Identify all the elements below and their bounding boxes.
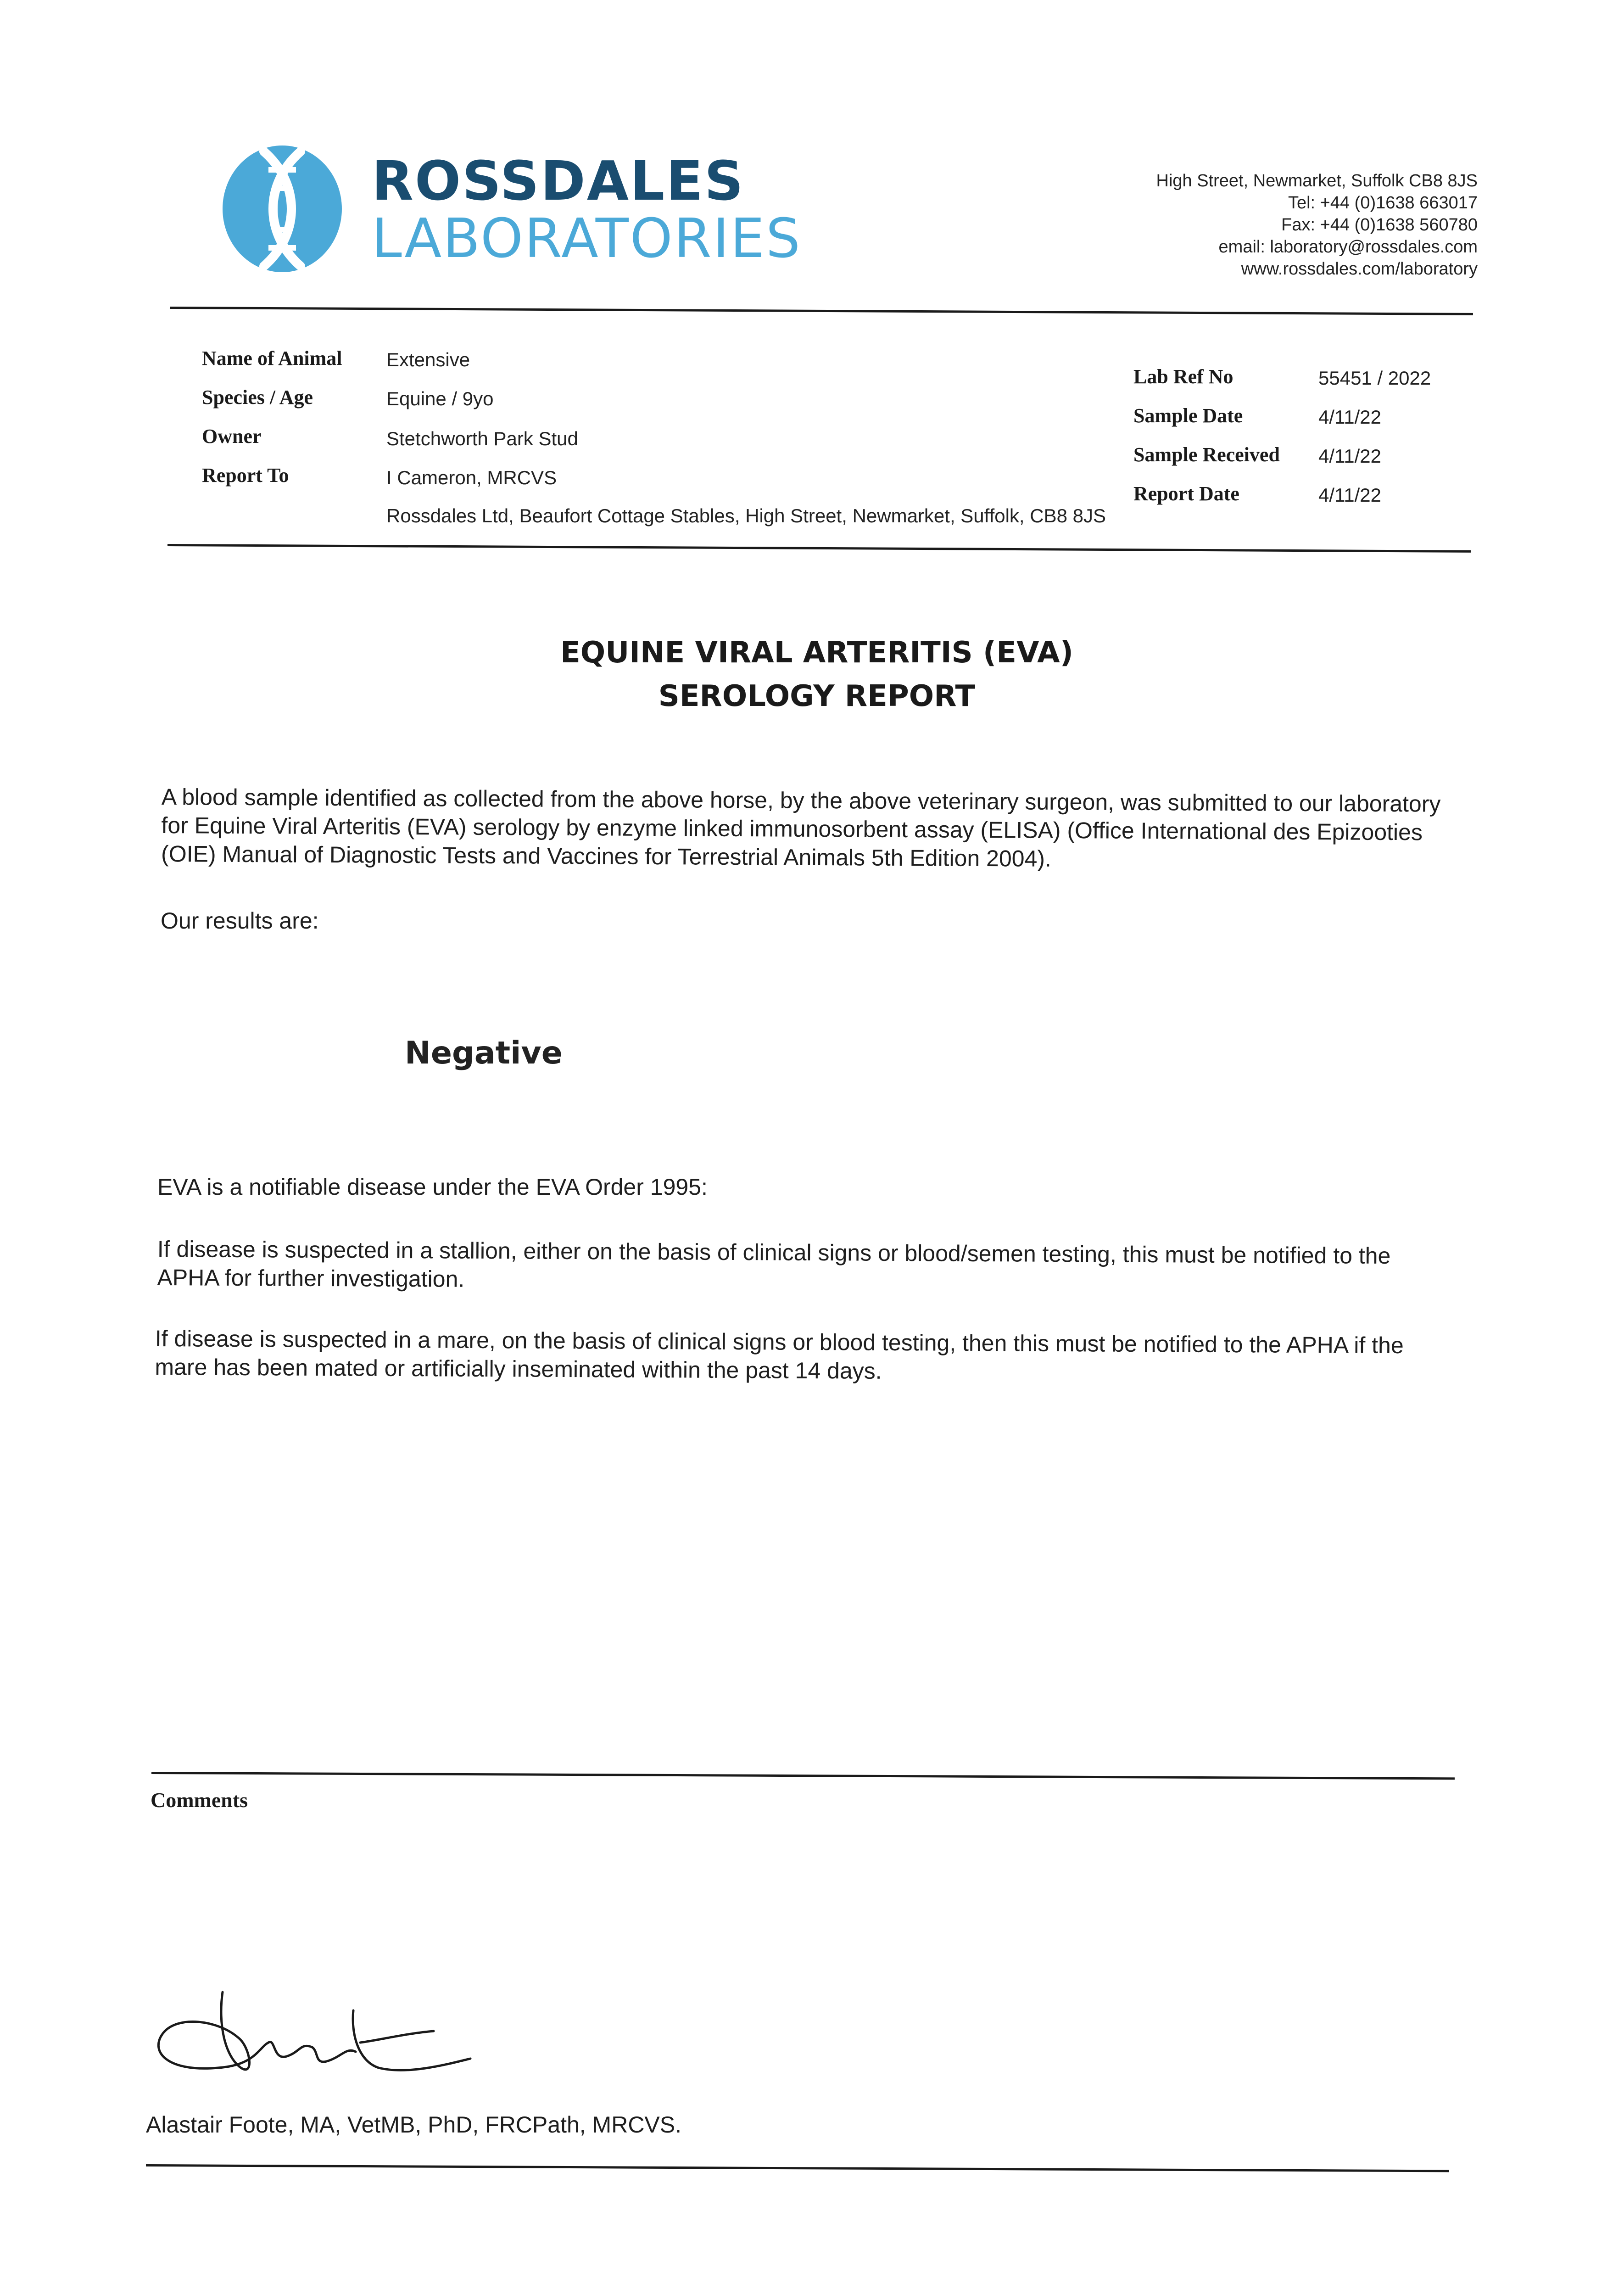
value-species-age: Equine / 9yo — [386, 388, 494, 409]
value-lab-ref-no: 55451 / 2022 — [1318, 367, 1431, 389]
label-lab-ref-no: Lab Ref No — [1133, 365, 1233, 388]
address-line: www.rossdales.com/laboratory — [1241, 259, 1478, 279]
dna-helix-icon — [220, 142, 344, 275]
notifiable-statement: EVA is a notifiable disease under the EVA Order 1995: — [157, 1174, 708, 1200]
logo-text-laboratories: LABORATORIES — [372, 207, 802, 270]
lab-address — [1065, 170, 1478, 280]
stallion-note: If disease is suspected in a stallion, either on the basis of clinical signs or blood/semen testing, this must be notified to the APHA for further investigation. — [157, 1236, 1391, 1292]
value-report-to: I Cameron, MRCVS — [386, 467, 557, 488]
label-report-to: Report To — [202, 464, 289, 487]
intro-paragraph: A blood sample identified as collected from the above horse, by the above veterinary surgeon, was submitted to our laboratory for Equine Viral Arteritis (EVA) serology by enzyme linked immunosorbent assay (ELISA) (Office International des Epizooties (OIE) Manual of Diagnostic Tests and Vaccines for Terrestrial Animals 5th Edition 2004). — [161, 784, 1441, 872]
label-sample-received: Sample Received — [1133, 443, 1280, 466]
footer-divider — [146, 2164, 1449, 2172]
label-owner: Owner — [202, 425, 262, 448]
address-line: High Street, Newmarket, Suffolk CB8 8JS — [1156, 171, 1478, 190]
logo — [220, 138, 854, 275]
value-report-date: 4/11/22 — [1318, 484, 1382, 506]
comments-label: Comments — [151, 1788, 248, 1812]
comments-divider — [151, 1772, 1455, 1780]
header-divider — [170, 307, 1473, 315]
result-value: Negative — [405, 1035, 563, 1071]
details-divider — [167, 544, 1471, 553]
value-sample-date: 4/11/22 — [1318, 406, 1382, 428]
value-sample-received: 4/11/22 — [1318, 445, 1382, 467]
address-line: Fax: +44 (0)1638 560780 — [1281, 215, 1478, 235]
address-line: Tel: +44 (0)1638 663017 — [1288, 193, 1478, 213]
mare-note: If disease is suspected in a mare, on the basis of clinical signs or blood testing, then this must be notified to the APHA if the mare has been mated or artificially inseminated within the past 14 days. — [155, 1326, 1404, 1384]
report-title-line1: EQUINE VIRAL ARTERITIS (EVA) — [560, 636, 1073, 670]
signature — [149, 1974, 498, 2093]
logo-text-rossdales: ROSSDALES — [372, 149, 745, 213]
label-sample-date: Sample Date — [1133, 404, 1243, 427]
signatory-name: Alastair Foote, MA, VetMB, PhD, FRCPath, MRCVS. — [146, 2112, 682, 2138]
label-species-age: Species / Age — [202, 386, 313, 409]
report-to-address: Rossdales Ltd, Beaufort Cottage Stables, High Street, Newmarket, Suffolk, CB8 8JS — [386, 505, 1106, 526]
value-owner: Stetchworth Park Stud — [386, 428, 578, 449]
results-lead: Our results are: — [161, 908, 319, 934]
value-name-of-animal: Extensive — [386, 349, 470, 370]
report-title-line2: SEROLOGY REPORT — [658, 679, 976, 713]
label-name-of-animal: Name of Animal — [202, 347, 342, 369]
address-line: email: laboratory@rossdales.com — [1218, 237, 1478, 257]
label-report-date: Report Date — [1133, 482, 1239, 505]
